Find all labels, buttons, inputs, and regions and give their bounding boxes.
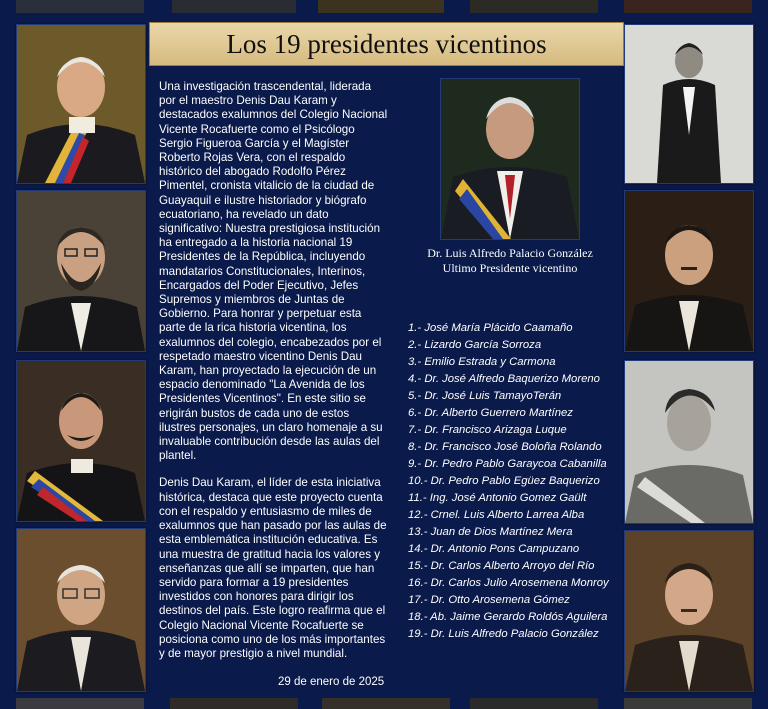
presidents-list (408, 320, 609, 643)
portrait-strip-bottom-2 (170, 698, 298, 709)
caption-name: Dr. Luis Alfredo Palacio González (427, 246, 593, 260)
list-item: 3.- Emilio Estrada y Carmona (408, 356, 556, 368)
list-item: 17.- Dr. Otto Arosemena Gómez (408, 594, 570, 606)
portrait-right-1 (624, 24, 754, 184)
portrait-left-4 (16, 528, 146, 692)
list-item: 7.- Dr. Francisco Arizaga Luque (408, 424, 567, 436)
list-item: 13.- Juan de Dios Martínez Mera (408, 526, 573, 538)
article-paragraph-2: Denis Dau Karam, el líder de esta iniciativa histórica, destaca que este proyecto cuenta con el respaldo y entusiasmo de miles de exalumnos que han pasado por las aulas de esta emblemática institución educativa. Es una muestra de gratitud hacia los valores y enseñanzas que allí se imparten, que han servido para formar a 19 presidentes investidos con honores para dirigir los destinos del país. Este logro reafirma que el Colegio Nacional Vicente Rocafuerte se posiciona como uno de los más importantes y de mayor prestigio a nivel mundial. (159, 476, 387, 660)
publication-date: 29 de enero de 2025 (278, 676, 385, 688)
portrait-right-4 (624, 530, 754, 692)
portrait-strip-top-1 (16, 0, 144, 13)
list-item: 15.- Dr. Carlos Alberto Arroyo del Río (408, 560, 595, 572)
page-title: Los 19 presidentes vicentinos (149, 22, 624, 66)
featured-president-photo (440, 78, 580, 240)
list-item: 10.- Dr. Pedro Pablo Egüez Baquerizo (408, 475, 600, 487)
list-item: 18.- Ab. Jaime Gerardo Roldós Aguilera (408, 611, 608, 623)
featured-caption (410, 246, 610, 276)
portrait-strip-bottom-4 (470, 698, 598, 709)
list-item: 4.- Dr. José Alfredo Baquerizo Moreno (408, 373, 600, 385)
portrait-strip-bottom-3 (322, 698, 450, 709)
portrait-strip-top-4 (470, 0, 598, 13)
portrait-strip-top-2 (172, 0, 296, 13)
list-item: 8.- Dr. Francisco José Boloña Rolando (408, 441, 602, 453)
portrait-strip-bottom-1 (16, 698, 144, 709)
portrait-left-2 (16, 190, 146, 352)
article-paragraph-1: Una investigación trascendental, liderada por el maestro Denis Dau Karam y destacados exalumnos del Colegio Nacional Vicente Rocafuerte como el Psicólogo Sergio Figueroa García y el Magíster Roberto Rojas Vera, con el respaldo histórico del abogado Rodolfo Pérez Pimentel, cronista vitalicio de la ciudad de Guayaquil e ilustre historiador y biógrafo ecuatoriano, ha revelado un dato significativo: Nuestra prestigiosa institución ha entregado a la historia nacional 19 Presidentes de la República, incluyendo mandatarios Constitucionales, Interinos, Encargados del Poder Ejecutivo, Jefes Supremos y miembros de Juntas de Gobierno. Para honrar y perpetuar esta parte de la rica historia vicentina, los exalumnos del colegio, encabezados por el respetado maestro vicentino Denis Dau Karam, han proyectado la ejecución de un espacio denominado "La Avenida de los Presidentes Vicentinos". En este sitio se erigirán bustos de cada uno de estos ilustres personajes, un claro homenaje a su invaluable contribución desde las aulas del plantel. (159, 80, 388, 463)
list-item: 19.- Dr. Luis Alfredo Palacio González (408, 628, 599, 640)
portrait-left-1 (16, 24, 146, 184)
portrait-strip-top-3 (318, 0, 444, 13)
list-item: 1.- José María Plácido Caamaño (408, 322, 573, 334)
list-item: 5.- Dr. José Luis TamayoTerán (408, 390, 562, 402)
list-item: 12.- Crnel. Luis Alberto Larrea Alba (408, 509, 585, 521)
article-body (159, 80, 389, 674)
list-item: 9.- Dr. Pedro Pablo Garaycoa Cabanilla (408, 458, 607, 470)
list-item: 16.- Dr. Carlos Julio Arosemena Monroy (408, 577, 609, 589)
list-item: 6.- Dr. Alberto Guerrero Martínez (408, 407, 573, 419)
portrait-left-3 (16, 360, 146, 522)
portrait-strip-bottom-5 (624, 698, 752, 709)
portrait-right-2 (624, 190, 754, 352)
portrait-right-3 (624, 360, 754, 524)
list-item: 2.- Lizardo García Sorroza (408, 339, 542, 351)
portrait-strip-top-5 (624, 0, 752, 13)
caption-subtitle: Ultimo Presidente vicentino (442, 261, 578, 275)
list-item: 11.- Ing. José Antonio Gomez Gaült (408, 492, 587, 504)
list-item: 14.- Dr. Antonio Pons Campuzano (408, 543, 580, 555)
